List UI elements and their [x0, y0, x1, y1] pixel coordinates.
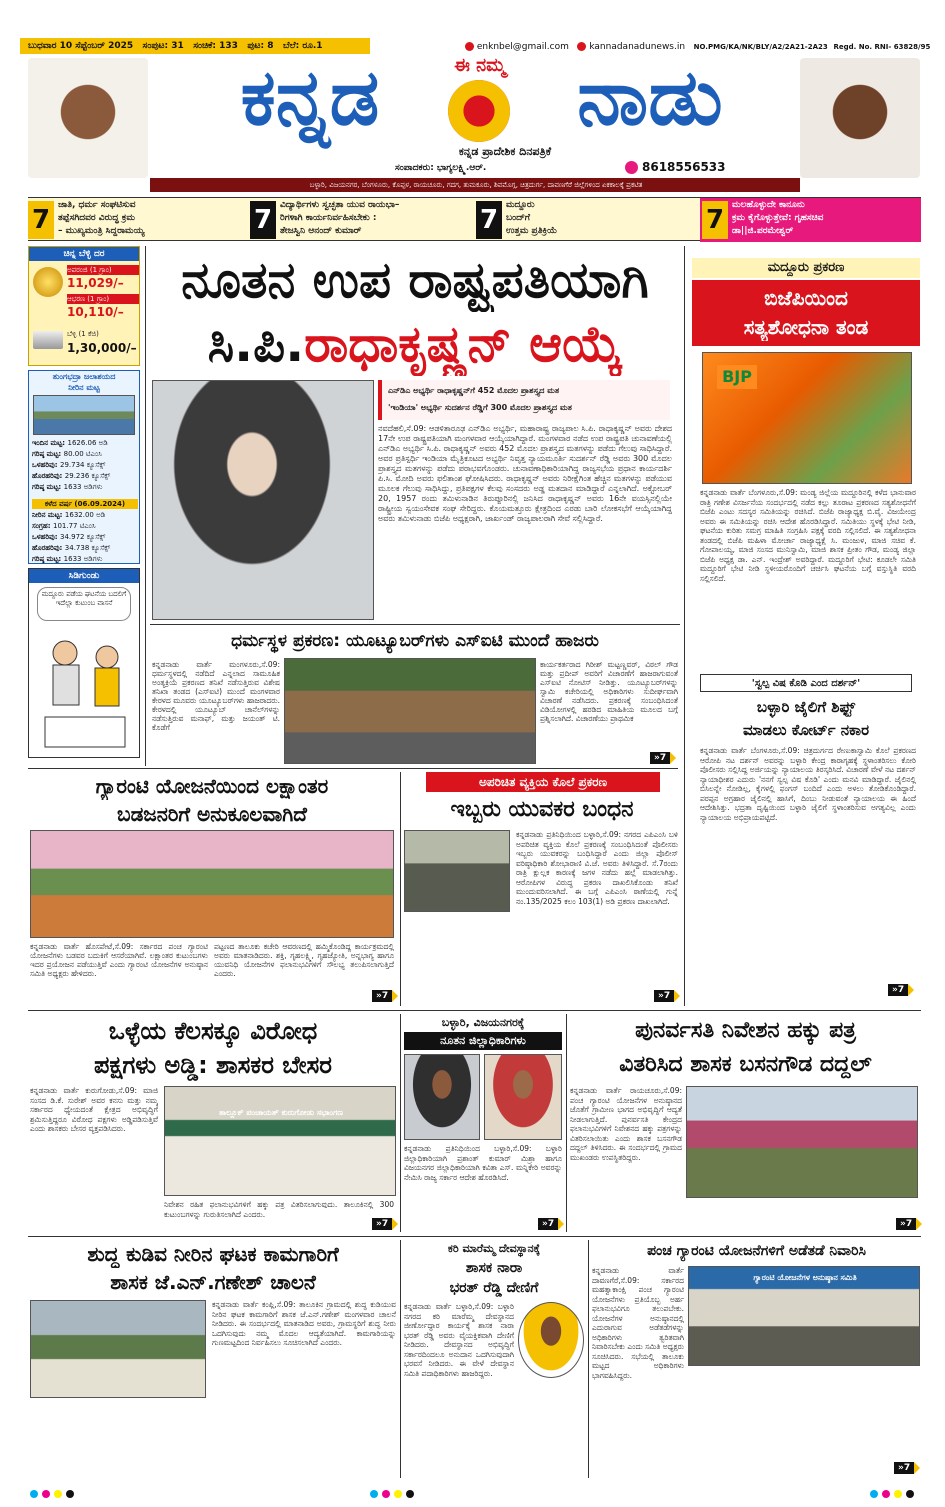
continued-marker[interactable]: »7 [372, 990, 392, 1002]
issue-date: ಬುಧವಾರ 10 ಸೆಪ್ಟೆಂಬರ್ 2025 [28, 41, 134, 51]
dam-row-value: 34.738 ಕ್ಯೂಸೆಕ್ಸ್ [64, 544, 111, 552]
dam-row [32, 438, 138, 449]
darshan-kicker: 'ಸ್ವಲ್ಪ ವಿಷ ಕೊಡಿ ಎಂದ ದರ್ಶನ್' [700, 674, 912, 692]
teaser-3[interactable] [476, 200, 696, 240]
column-rule [400, 1240, 401, 1478]
guarantee-headline-1[interactable]: ಗ್ಯಾರಂಟಿ ಯೋಜನೆಯಿಂದ ಲಕ್ಷಾಂತರ [95, 774, 329, 798]
teaser-page-badge: 7 [28, 201, 54, 239]
continued-marker[interactable]: »7 [654, 990, 674, 1002]
rehab-body: ಕನ್ನಡನಾಡು ವಾರ್ತೆ ರಾಯಚೂರು,ಸೆ.09: ಪಂಚ ಗ್ಯಾರಂಟಿ ಯೋಜನೆಗಳ ಅನುಷ್ಠಾನದ ಜೊತೆಗೆ ಗ್ರಾಮೀಣ ಭಾಗದ ಅಭಿವೃದ್ಧಿಗೆ ಆದ್ಯತೆ ನೀಡಲಾಗುತ್ತಿದೆ. ಪುನರ್ವಸತಿ ಕೇಂದ್ರದ ಫಲಾನುಭವಿಗಳಿಗೆ ನಿವೇಶನದ ಹಕ್ಕು ಪತ್ರಗಳನ್ನು ವಿತರಿಸಲಾಯಿತು ಎಂದು ಶಾಸಕ ಬಸನಗೌಡ ದದ್ದಲ್ ತಿಳಿಸಿದರು. ಈ ಸಂದರ್ಭದಲ್ಲಿ ಗ್ರಾಮದ ಮುಖಂಡರು ಉಪಸ್ಥಿತರಿದ್ದರು. [570, 1086, 682, 1162]
teaser-line: ಮದ್ದೂರು [506, 200, 535, 210]
dam-row-value: 1633 ಅಡಿಗಳು [63, 555, 103, 563]
cartoon-title: ಸಿಡಿಗುಂಡು [29, 569, 139, 583]
dam-row [32, 471, 138, 482]
postal-regn: NO.PMG/KA/NK/BLY/A2/2A21-2A23 [693, 43, 828, 51]
silver-value: 1,30,000/– [67, 341, 137, 355]
dam-row-value: 29.236 ಕ್ಯೂಸೆಕ್ಸ್ [64, 472, 111, 480]
dam-row [32, 482, 138, 493]
cartoon-caption: ಮದ್ದೂರು ಪಡೆಯ ಘಟನೆಯ ಬದಲಿಗೆ ಇದೆಲ್ಲಾ ಕುಟುಂಬ ವಾಸನೆ [37, 587, 131, 621]
teaser-4[interactable] [700, 198, 921, 242]
dam-row-label: ನೀರಿನ ಮಟ್ಟ: [32, 511, 65, 519]
dam-row [32, 449, 138, 460]
maddur-kicker: ಮದ್ದೂರು ಪ್ರಕರಣ [692, 258, 920, 278]
maremma-body: ಕನ್ನಡನಾಡು ವಾರ್ತೆ ಬಳ್ಳಾರಿ,ಸೆ.09: ಬಳ್ಳಾರಿ ನಗರದ ಕರಿ ಮಾರೆಮ್ಮ ದೇವಸ್ಥಾನದ ಜೀರ್ಣೋದ್ಧಾರ ಕಾರ್ಯಕ್ಕೆ ಶಾಸಕ ನಾರಾ ಭರತ್ ರೆಡ್ಡಿ ಅವರು ವೈಯಕ್ತಿಕವಾಗಿ ದೇಣಿಗೆ ನೀಡಿದರು. ದೇವಸ್ಥಾನದ ಅಭಿವೃದ್ಧಿಗೆ ಸರ್ಕಾರದಿಂದಲೂ ಅನುದಾನ ಒದಗಿಸುವುದಾಗಿ ಭರವಸೆ ನೀಡಿದರು. ಈ ವೇಳೆ ದೇವಸ್ಥಾನ ಸಮಿತಿ ಪದಾಧಿಕಾರಿಗಳು ಹಾಜರಿದ್ದರು. [404, 1302, 514, 1378]
dam-last-rows [32, 510, 138, 565]
water-story [28, 1240, 398, 1478]
opposition-headline-1[interactable]: ಒಳ್ಳೆಯ ಕೆಲಸಕ್ಕೂ ವಿರೋಧ [108, 1017, 318, 1045]
maremma-story [404, 1240, 584, 1478]
dam-subtitle: ನೀರಿನ ಮಟ್ಟ [68, 383, 100, 392]
gold-value: 10,110/– [67, 305, 124, 319]
editor-name: ಸಂಪಾದಕರು: ಭಾಗ್ಯಲಕ್ಷ್ಮಿ.ಆರ್. [395, 163, 487, 173]
title-small: ಈ ನಮ್ಮ [454, 55, 506, 76]
water-photo [30, 1300, 206, 1398]
teaser-line: ಉತ್ತಮ ಪ್ರತಿಕ್ರಿಯೆ [506, 226, 558, 236]
dam-today-rows [32, 438, 138, 498]
cartoon-drawing [35, 625, 135, 753]
teaser-1[interactable] [28, 200, 246, 240]
dharmasthala-headline[interactable]: ಧರ್ಮಸ್ಥಳ ಪ್ರಕರಣ: ಯೂಟ್ಯೂಬರ್‌ಗಳು ಎಸ್‌ಐಟಿ ಮುಂದೆ ಹಾಜರು [231, 631, 599, 651]
silver-label: ಬೆಳ್ಳಿ (1 ಕೆಜಿ) [67, 330, 99, 338]
section-rule [28, 768, 678, 769]
opposition-photo-banner: ತಾಲ್ಲೂಕ್ ಪಂಚಾಯತ್ ಕುರುಗೋಡು ಸಭಾಂಗಣ [219, 1108, 343, 1117]
dam-row-value: 1633 ಅಡಿಗಳು [63, 483, 103, 491]
gold-rate-title: ಚಿನ್ನ ಬೆಳ್ಳಿ ದರ [29, 247, 139, 261]
dam-row-label: ಗರಿಷ್ಠ ಮಟ್ಟ: [32, 483, 64, 491]
dam-row-label: ಇಂದಿನ ಮಟ್ಟ: [32, 439, 68, 447]
maremma-headline-1[interactable]: ಕರಿ ಮಾರೆಮ್ಮ ದೇವಸ್ಥಾನಕ್ಕೆ [447, 1242, 541, 1255]
dam-row [32, 510, 138, 521]
lead-deck-2: 'ಇಂಡಿಯಾ' ಅಭ್ಯರ್ಥಿ ಸುದರ್ಶನ ರೆಡ್ಡಿಗೆ 300 ಮೊದಲ ಪ್ರಾಶಸ್ತ್ಯದ ಮತ [388, 403, 572, 412]
dam-row [32, 543, 138, 554]
rni-regn: Regd. No. RNI- 63828/95 [833, 43, 931, 51]
silver-bar-icon [33, 331, 63, 349]
maremma-headline-3[interactable]: ಭರತ್ ರೆಡ್ಡಿ ದೇಣಿಗೆ [449, 1280, 539, 1296]
opposition-body-right: ನಿವೇಶನ ರಹಿತ ಫಲಾನುಭವಿಗಳಿಗೆ ಹಕ್ಕು ಪತ್ರ ವಿತರಿಸಲಾಗುವುದು. ತಾಲೂಕಿನಲ್ಲಿ 300 ಕುಟುಂಬಗಳನ್ನು ಗುರುತಿಸಲಾಗಿದೆ ಎಂದರು. [164, 1200, 394, 1219]
darshan-headline-2[interactable]: ಮಾಡಲು ಕೋರ್ಟ್ ನಕಾರ [742, 721, 870, 739]
rehab-photo [686, 1086, 918, 1198]
opposition-body-left: ಕನ್ನಡನಾಡು ವಾರ್ತೆ ಕುರುಗೋಡು,ಸೆ.09: ಮಾಜಿ ಸಂಸದ ಡಿ.ಕೆ. ಸುರೇಶ್ ಅವರ ಕನಸು ಮತ್ತು ನಮ್ಮ ಸರ್ಕಾರದ ಧ್ಯೇಯದಂತೆ ಕ್ಷೇತ್ರದ ಅಭಿವೃದ್ಧಿಗೆ ಶ್ರಮಿಸುತ್ತಿದ್ದರೂ ವಿರೋಧ ಪಕ್ಷಗಳು ಅಡ್ಡಿಪಡಿಸುತ್ತಿವೆ ಎಂದು ಶಾಸಕರು ಬೇಸರ ವ್ಯಕ್ತಪಡಿಸಿದರು. [30, 1086, 158, 1133]
panch-photo-banner: ಗ್ಯಾರಂಟಿ ಯೋಜನೆಗಳ ಅನುಷ್ಠಾನ ಸಮಿತಿ [753, 1273, 857, 1282]
darshan-headline-1[interactable]: ಬಳ್ಳಾರಿ ಜೈಲಿಗೆ ಶಿಫ್ಟ್ [756, 698, 856, 716]
murder-kicker: ಅಪರಿಚಿತ ವ್ಯಕ್ತಿಯ ಕೊಲೆ ಪ್ರಕರಣ [426, 772, 660, 792]
dharmasthala-photo [284, 658, 536, 764]
dharmasthala-body-right: ಕಾರ್ಯಕರ್ತರಾದ ಗಿರೀಶ್ ಮಟ್ಟಣ್ಣವರ್, ವಿಠಲ್ ಗೌಡ ಮತ್ತು ಪ್ರದೀಪ್ ಅವರಿಗೆ ವಿಚಾರಣೆಗೆ ಹಾಜರಾಗುವಂತೆ ಎಸ್‌ಐಟಿ ನೋಟಿಸ್ ನೀಡಿತ್ತು. ಯೂಟ್ಯೂಬರ್‌ಗಳನ್ನು ಸ್ವಾಮಿ ಕಚೇರಿಯಲ್ಲಿ ಅಧಿಕಾರಿಗಳು ಸುದೀರ್ಘವಾಗಿ ವಿಚಾರಣೆ ನಡೆಸಿದರು. ಪ್ರಕರಣಕ್ಕೆ ಸಂಬಂಧಿಸಿದಂತೆ ವಿಡಿಯೋಗಳಲ್ಲಿ ಹರಡಿದ ಮಾಹಿತಿಯ ಮೂಲದ ಬಗ್ಗೆ ಪ್ರಶ್ನಿಸಲಾಗಿದೆ. ವಿಚಾರಣೆಯು ಪ್ರಾಥಮಿಕ [540, 660, 678, 723]
whatsapp-number[interactable]: 8618556533 [642, 160, 726, 174]
email[interactable]: enknbel@gmail.com [476, 42, 569, 52]
murder-story [404, 772, 680, 1006]
teaser-line: ರಿಗಳಾಗಿ ಕಾರ್ಯನಿರ್ವಹಿಸಬೇಕು : [280, 213, 377, 223]
radhakrishnan-photo [152, 380, 374, 620]
dam-row-value: 1632.00 ಅಡಿ [64, 511, 106, 519]
dam-row [32, 554, 138, 565]
reg-dot-magenta [42, 1490, 50, 1498]
title-left: ಕನ್ನಡ [240, 53, 380, 143]
issue-number: ಸಂಚಿಕೆ: 133 [193, 41, 238, 51]
teaser-line: ಮಲಹೊಳ್ಳುದೇ ಕಾನೂನು [732, 200, 805, 210]
opposition-story [28, 1014, 398, 1232]
column-rule [400, 772, 401, 1006]
continued-marker[interactable]: »7 [894, 1462, 914, 1474]
mail-icon [465, 42, 474, 51]
teaser-page-badge: 7 [476, 201, 502, 239]
gold-label: ಅಪರಂಜಿ (1 ಗ್ರಾಂ) [67, 265, 139, 275]
maremma-headline-2[interactable]: ಶಾಸಕ ನಾರಾ [465, 1260, 523, 1276]
column-rule [400, 1014, 401, 1232]
collectors-story [404, 1014, 562, 1232]
continued-marker[interactable]: »7 [372, 1218, 392, 1230]
dam-level-box [28, 370, 140, 564]
gold-label: ಆಭರಣ (1 ಗ್ರಾಂ) [67, 294, 139, 304]
teaser-strip [28, 197, 921, 241]
title-right: ನಾಡು [577, 53, 723, 143]
dam-row-value: 101.77 ಟಿಎಂಸಿ [53, 522, 96, 530]
gold-coin-icon [33, 267, 63, 297]
bharath-reddy-photo [518, 1302, 584, 1378]
collector-photo-2 [484, 1054, 562, 1140]
reg-dot-cyan [30, 1490, 38, 1498]
dam-row [32, 460, 138, 471]
teaser-line: ತಪ್ಪೆಸಗಿದವರ ವಿರುದ್ಧ ಕ್ರಮ [58, 213, 135, 223]
continued-marker[interactable]: »7 [538, 1218, 558, 1230]
reg-dot-magenta [882, 1490, 890, 1498]
section-rule [28, 1236, 921, 1237]
darshan-story [692, 674, 920, 1006]
murder-headline[interactable]: ಇಬ್ಬರು ಯುವಕರ ಬಂಧನ [450, 797, 634, 822]
lead-headline-1[interactable]: ನೂತನ ಉಪ ರಾಷ್ಟ್ರಪತಿಯಾಗಿ [181, 251, 649, 309]
dam-row [32, 521, 138, 532]
panch-body: ಕನ್ನಡನಾಡು ವಾರ್ತೆ ದಾವಣಗೆರೆ,ಸೆ.09: ಸರ್ಕಾರದ ಮಹತ್ವಾಕಾಂಕ್ಷಿ ಪಂಚ ಗ್ಯಾರಂಟಿ ಯೋಜನೆಗಳು ಪ್ರತಿಯೊಬ್ಬ ಅರ್ಹ ಫಲಾನುಭವಿಗೂ ತಲುಪಬೇಕು. ಯೋಜನೆಗಳ ಅನುಷ್ಠಾನದಲ್ಲಿ ಎದುರಾಗುವ ಅಡೆತಡೆಗಳನ್ನು ಅಧಿಕಾರಿಗಳು ತ್ವರಿತವಾಗಿ ನಿವಾರಿಸಬೇಕು ಎಂದು ಸಮಿತಿ ಅಧ್ಯಕ್ಷರು ಸೂಚಿಸಿದರು. ಸಭೆಯಲ್ಲಿ ತಾಲೂಕು ಮಟ್ಟದ ಅಧಿಕಾರಿಗಳು ಭಾಗವಹಿಸಿದ್ದರು. [592, 1266, 684, 1380]
panch-story [592, 1240, 921, 1478]
page-count: ಪುಟ: 8 [247, 41, 274, 51]
left-sidebar [28, 246, 140, 766]
guarantee-headline-2[interactable]: ಬಡಜನರಿಗೆ ಅನುಕೂಲವಾಗಿದೆ [117, 802, 307, 826]
website[interactable]: kannadanadunews.in [589, 42, 686, 52]
continued-marker[interactable]: »7 [888, 984, 908, 996]
reg-dot-yellow [894, 1490, 902, 1498]
bjp-flag-label: BJP [717, 365, 757, 389]
teaser-2[interactable] [250, 200, 472, 240]
volume: ಸಂಪುಟ: 31 [142, 41, 184, 51]
dam-row-label: ಹೊರಹರಿವು: [32, 544, 65, 552]
dam-row-value: 80.00 ಟಿಎಂಸಿ [63, 450, 102, 458]
reg-dot-black [66, 1490, 74, 1498]
collectors-headline-2[interactable]: ನೂತನ ಜಿಲ್ಲಾಧಿಕಾರಿಗಳು [404, 1032, 562, 1050]
cm-portrait [28, 58, 148, 178]
lead-body: ನವದೆಹಲಿ,ಸೆ.09: ಆಡಳಿತಾರೂಢ ಎನ್‌ಡಿಎ ಅಭ್ಯರ್ಥಿ, ಮಹಾರಾಷ್ಟ್ರ ರಾಜ್ಯಪಾಲ ಸಿ.ಪಿ. ರಾಧಾಕೃಷ್ಣನ್ ಅವರು ದೇಶದ 17ನೇ ಉಪ ರಾಷ್ಟ್ರಪತಿಯಾಗಿ ಮಂಗಳವಾರ ಆಯ್ಕೆಯಾಗಿದ್ದಾರೆ. ಮಂಗಳವಾರ ನಡೆದ ಉಪ ರಾಷ್ಟ್ರಪತಿ ಚುನಾವಣೆಯಲ್ಲಿ ಎನ್‌ಡಿಎ ಅಭ್ಯರ್ಥಿ ಸಿ.ಪಿ. ರಾಧಾಕೃಷ್ಣನ್ ಅವರು 452 ಮೊದಲ ಪ್ರಾಶಸ್ತ್ಯದ ಮತಗಳನ್ನು ಪಡೆದು ಗೆಲುವು ಸಾಧಿಸಿದ್ದಾರೆ. ಅವರ ಪ್ರತಿಸ್ಪರ್ಧಿ ಇಂಡಿಯಾ ಮೈತ್ರಿಕೂಟದ ಅಭ್ಯರ್ಥಿ ನಿವೃತ್ತ ನ್ಯಾಯಮೂರ್ತಿ ಸುದರ್ಶನ್ ರೆಡ್ಡಿ ಅವರು 300 ಮೊದಲ ಪ್ರಾಶಸ್ತ್ಯದ ಮತಗಳನ್ನು ಪಡೆದು ಪರಾಭವಗೊಂಡರು. ಚುನಾವಣಾಧಿಕಾರಿಯಾಗಿದ್ದ ರಾಜ್ಯಸಭೆಯ ಪ್ರಧಾನ ಕಾರ್ಯದರ್ಶಿ ಪಿ.ಸಿ. ಮೋದಿ ಅವರು ಫಲಿತಾಂಶ ಘೋಷಿಸಿದರು. ರಾಧಾಕೃಷ್ಣನ್ ಅವರು ನಿರೀಕ್ಷೆಗಿಂತ ಹೆಚ್ಚಿನ ಮತಗಳನ್ನು ಪಡೆಯುವ ಮೂಲಕ ಗೆಲುವು ಸಾಧಿಸಿದ್ದು, ಪ್ರತಿಪಕ್ಷಗಳ ಕೆಲವು ಸಂಸದರು ಅಡ್ಡ ಮತದಾನ ಮಾಡಿದ್ದಾರೆ ಎನ್ನಲಾಗಿದೆ. ಅಕ್ಟೋಬರ್ 20, 1957 ರಂದು ತಮಿಳುನಾಡಿನ ತಿರುಪ್ಪೂರಿನಲ್ಲಿ ಜನಿಸಿದ ರಾಧಾಕೃಷ್ಣನ್ ಅವರು 16ನೇ ವಯಸ್ಸಿನಲ್ಲಿಯೇ ರಾಷ್ಟ್ರೀಯ ಸ್ವಯಂಸೇವಕ ಸಂಘ ಸೇರಿದ್ದರು. ಕೊಯಮತ್ತೂರು ಕ್ಷೇತ್ರದಿಂದ ಎರಡು ಬಾರಿ ಲೋಕಸಭೆಗೆ ಆಯ್ಕೆಯಾಗಿದ್ದ ಅವರು ತಮಿಳುನಾಡು ಬಿಜೆಪಿ ಅಧ್ಯಕ್ಷರಾಗಿ, ಜಾರ್ಖಂಡ್ ರಾಜ್ಯಪಾಲರಾಗಿ ಸೇವೆ ಸಲ್ಲಿಸಿದ್ದಾರೆ. [378, 424, 672, 523]
column-rule [566, 1014, 567, 1232]
continued-marker[interactable]: »7 [650, 752, 670, 764]
reg-dot-yellow [54, 1490, 62, 1498]
lead-headline-2-a: ಸಿ.ಪಿ. [207, 315, 305, 373]
reg-dot-cyan [870, 1490, 878, 1498]
gold-value: 11,029/– [67, 276, 124, 290]
panch-photo [688, 1266, 920, 1366]
lead-headline-2-c: ಆಯ್ಕೆ [529, 315, 623, 373]
collector-photo-1 [404, 1054, 480, 1140]
reg-dot-magenta [382, 1490, 390, 1498]
dam-row [32, 532, 138, 543]
teaser-line: ವಿದ್ಯಾರ್ಥಿಗಳು ಸ್ವಚ್ಛತಾ ಯುವ ರಾಯಭಾ– [280, 200, 400, 210]
column-rule [684, 246, 685, 1006]
dam-row-value: 1626.06 ಅಡಿ [67, 439, 108, 447]
dam-last-year-label: ಕಳೆದ ವರ್ಷ (06.09.2024) [32, 499, 138, 509]
karnataka-map-emblem [448, 80, 510, 142]
home-minister-portrait [800, 58, 920, 178]
water-headline-1[interactable]: ಶುದ್ಧ ಕುಡಿವ ನೀರಿನ ಘಟಕ ಕಾಮಗಾರಿಗೆ [87, 1242, 339, 1266]
maddur-headline-2: ಸತ್ಯಶೋಧನಾ ತಂಡ [743, 315, 869, 339]
guarantee-photo [30, 830, 394, 938]
column-rule [145, 246, 146, 766]
lead-headline-2[interactable] [150, 312, 680, 376]
dam-row-label: ಗರಿಷ್ಠ ಮಟ್ಟ: [32, 555, 64, 563]
whatsapp-icon [625, 161, 638, 174]
dam-row-value: 29.734 ಕ್ಯೂಸೆಕ್ಸ್ [60, 461, 106, 469]
teaser-line: ಜಾತಿ, ಧರ್ಮ ಸಂಘಟಿಸುವ [58, 200, 136, 210]
dam-row-value: 34.972 ಕ್ಯೂಸೆಕ್ಸ್ [60, 533, 106, 541]
dam-row-label: ಒಳಹರಿವು: [32, 461, 60, 469]
price: ಬೆಲೆ: ರೂ.1 [282, 41, 323, 51]
dam-row-label: ಗರಿಷ್ಠ ಮಟ್ಟ: [32, 450, 64, 458]
lead-headline-2-b: ರಾಧಾಕೃಷ್ಣನ್ [304, 315, 512, 373]
rehab-story [570, 1014, 921, 1232]
water-headline-2[interactable]: ಶಾಸಕ ಜೆ.ಎನ್.ಗಣೇಶ್ ಚಾಲನೆ [110, 1270, 316, 1294]
rehab-headline-2[interactable]: ವಿತರಿಸಿದ ಶಾಸಕ ಬಸನಗೌಡ ದದ್ದಲ್ [619, 1052, 872, 1077]
reg-dot-black [906, 1490, 914, 1498]
teaser-line: ಬಂದ್‌ಗೆ [506, 213, 531, 223]
maddur-headline-1: ಬಿಜೆಪಿಯಿಂದ [764, 286, 848, 310]
dam-photo [33, 395, 135, 435]
dam-row-label: ಒಳಹರಿವು: [32, 533, 60, 541]
opposition-headline-2[interactable]: ಪಕ್ಷಗಳು ಅಡ್ಡಿ: ಶಾಸಕರ ಬೇಸರ [94, 1051, 332, 1079]
lead-deck [378, 380, 670, 420]
collectors-body: ಕನ್ನಡನಾಡು ಪ್ರತಿನಿಧಿಯಿಂದ ಬಳ್ಳಾರಿ,ಸೆ.09: ಬಳ್ಳಾರಿ ಜಿಲ್ಲಾಧಿಕಾರಿಯಾಗಿ ಪ್ರಶಾಂತ್ ಕುಮಾರ್ ಮಿಶ್ರಾ ಹಾಗೂ ವಿಜಯನಗರ ಜಿಲ್ಲಾಧಿಕಾರಿಯಾಗಿ ಕವಿತಾ ಎಸ್. ಮನ್ನಿಕೇರಿ ಅವರನ್ನು ನೇಮಿಸಿ ರಾಜ್ಯ ಸರ್ಕಾರ ಆದೇಶ ಹೊರಡಿಸಿದೆ. [404, 1144, 562, 1182]
cartoon-box [28, 568, 140, 758]
subtitle: ಕನ್ನಡ ಪ್ರಾದೇಶಿಕ ದಿನಪತ್ರಿಕೆ [458, 145, 552, 158]
teaser-page-badge: 7 [250, 201, 276, 239]
teaser-page-badge: 7 [702, 201, 728, 239]
section-rule [150, 624, 680, 625]
opposition-photo [164, 1086, 396, 1196]
water-body: ಕನ್ನಡನಾಡು ವಾರ್ತೆ ಕಂಪ್ಲಿ,ಸೆ.09: ತಾಲೂಕಿನ ಗ್ರಾಮದಲ್ಲಿ ಶುದ್ಧ ಕುಡಿಯುವ ನೀರಿನ ಘಟಕ ಕಾಮಗಾರಿಗೆ ಶಾಸಕ ಜೆ.ಎನ್.ಗಣೇಶ್ ಮಂಗಳವಾರ ಚಾಲನೆ ನೀಡಿದರು. ಈ ಸಂದರ್ಭದಲ್ಲಿ ಮಾತನಾಡಿದ ಅವರು, ಗ್ರಾಮಸ್ಥರಿಗೆ ಶುದ್ಧ ನೀರು ಒದಗಿಸುವುದು ನಮ್ಮ ಮೊದಲ ಆದ್ಯತೆಯಾಗಿದೆ. ಕಾಮಗಾರಿಯನ್ನು ಗುಣಮಟ್ಟದಿಂದ ನಿರ್ವಹಿಸಲು ಸೂಚಿಸಲಾಗಿದೆ ಎಂದರು. [212, 1300, 396, 1347]
guarantee-body-right: ಪಟ್ಟಣದ ತಾಲೂಕು ಕಚೇರಿ ಆವರಣದಲ್ಲಿ ಹಮ್ಮಿಕೊಂಡಿದ್ದ ಕಾರ್ಯಕ್ರಮದಲ್ಲಿ ಅವರು ಮಾತನಾಡಿದರು. ಶಕ್ತಿ, ಗೃಹಲಕ್ಷ್ಮಿ, ಗೃಹಜ್ಯೋತಿ, ಅನ್ನಭಾಗ್ಯ ಹಾಗೂ ಯುವನಿಧಿ ಯೋಜನೆಗಳ ಫಲಾನುಭವಿಗಳಿಗೆ ಸೌಲಭ್ಯ ತಲುಪಿಸಲಾಗುತ್ತಿದೆ ಎಂದರು. [214, 942, 394, 978]
teaser-line: ಕ್ರಮ ಕೈಗೊಳ್ಳುತ್ತೇವೆ: ಗೃಹಸಚಿವ [732, 213, 824, 223]
registration-marks [30, 1490, 915, 1500]
masthead [0, 0, 945, 195]
dam-title: ತುಂಗಭದ್ರಾ ಜಲಾಶಯದ [52, 372, 116, 381]
teaser-line: ತೇಜಸ್ವಿನಿ ಆನಂದ್ ಕುಮಾರ್ [280, 226, 362, 236]
lead-deck-1: ಎನ್‌ಡಿಎ ಅಭ್ಯರ್ಥಿ ರಾಧಾಕೃಷ್ಣನ್‌ಗೆ 452 ಮೊದಲ ಪ್ರಾಶಸ್ತ್ಯದ ಮತ [388, 386, 560, 395]
teaser-line: ಡಾ||ಜಿ.ಪರಮೇಶ್ವರ್ [732, 226, 794, 236]
section-rule [28, 1010, 921, 1011]
reg-dot-cyan [370, 1490, 378, 1498]
panch-headline[interactable]: ಪಂಚ ಗ್ಯಾರಂಟಿ ಯೋಜನೆಗಳಿಗೆ ಅಡೆತಡೆ ನಿವಾರಿಸಿ [647, 1243, 866, 1259]
rehab-headline-1[interactable]: ಪುನರ್ವಸತಿ ನಿವೇಶನ ಹಕ್ಕು ಪತ್ರ [635, 1018, 856, 1043]
reg-dot-yellow [394, 1490, 402, 1498]
guarantee-body-left: ಕನ್ನಡನಾಡು ವಾರ್ತೆ ಹೊಸಪೇಟೆ,ಸೆ.09: ಸರ್ಕಾರದ ಪಂಚ ಗ್ಯಾರಂಟಿ ಯೋಜನೆಗಳು ಬಡವರ ಬದುಕಿಗೆ ಆಸರೆಯಾಗಿವೆ. ಲಕ್ಷಾಂತರ ಕುಟುಂಬಗಳು ಇದರ ಪ್ರಯೋಜನ ಪಡೆಯುತ್ತಿವೆ ಎಂದು ಗ್ಯಾರಂಟಿ ಯೋಜನೆಗಳ ಅನುಷ್ಠಾನ ಸಮಿತಿ ಅಧ್ಯಕ್ಷರು ಹೇಳಿದರು. [30, 942, 208, 978]
guarantee-story [28, 772, 396, 1006]
murder-body: ಕನ್ನಡನಾಡು ಪ್ರತಿನಿಧಿಯಿಂದ ಬಳ್ಳಾರಿ,ಸೆ.09: ನಗರದ ಎಪಿಎಂಸಿ ಬಳಿ ಅಪರಿಚಿತ ವ್ಯಕ್ತಿಯ ಕೊಲೆ ಪ್ರಕರಣಕ್ಕೆ ಸಂಬಂಧಿಸಿದಂತೆ ಪೊಲೀಸರು ಇಬ್ಬರು ಯುವಕರನ್ನು ಬಂಧಿಸಿದ್ದಾರೆ ಎಂದು ಜಿಲ್ಲಾ ಪೊಲೀಸ್ ವರಿಷ್ಠಾಧಿಕಾರಿ ಶೋಭಾರಾಣಿ ವಿ.ಜೆ. ಅವರು ತಿಳಿಸಿದ್ದಾರೆ. ಸೆ.7ರಂದು ರಾತ್ರಿ ಕ್ಷುಲ್ಲಕ ಕಾರಣಕ್ಕೆ ಜಗಳ ನಡೆದು ಹಲ್ಲೆ ಮಾಡಲಾಗಿತ್ತು. ಆರೋಪಿಗಳ ವಿರುದ್ಧ ಪ್ರಕರಣ ದಾಖಲಿಸಿಕೊಂಡು ತನಿಖೆ ಮುಂದುವರಿಸಲಾಗಿದೆ. ಈ ಬಗ್ಗೆ ಎಪಿಎಂಸಿ ಠಾಣೆಯಲ್ಲಿ ಗುನ್ನೆ ನಂ.135/2025 ಕಲಂ 103(1) ಅಡಿ ಪ್ರಕರಣ ದಾಖಲಾಗಿದೆ. [516, 830, 678, 906]
bjp-rally-photo [702, 352, 912, 484]
districts-text: ಬಳ್ಳಾರಿ, ವಿಜಯನಗರ, ಬೆಂಗಳೂರು, ಕೊಪ್ಪಳ, ರಾಯಚೂರು, ಗದಗ, ತುಮಕೂರು, ಶಿವಮೊಗ್ಗ, ಚಿತ್ರದುರ್ಗ, ದಾವಣಗೆರೆ ಜಿಲ್ಲೆಗಳಿಂದ ಏಕಕಾಲಕ್ಕೆ ಪ್ರಕಟಿತ [309, 181, 643, 189]
dam-row-label: ಹೊರಹರಿವು: [32, 472, 65, 480]
continued-marker[interactable]: »7 [896, 1218, 916, 1230]
maddur-headline-box[interactable] [692, 280, 920, 346]
gold-rate-box [28, 246, 140, 366]
column-rule [588, 1240, 589, 1478]
dharmasthala-body-left: ಕನ್ನಡನಾಡು ವಾರ್ತೆ ಮಂಗಳೂರು,ಸೆ.09: ಧರ್ಮಸ್ಥಳದಲ್ಲಿ ನಡೆದಿದೆ ಎನ್ನಲಾದ ಸಾಮೂಹಿಕ ಅಂತ್ಯಕ್ರಿಯೆ ಪ್ರಕರಣದ ತನಿಖೆ ನಡೆಸುತ್ತಿರುವ ವಿಶೇಷ ತನಿಖಾ ತಂಡದ (ಎಸ್‌ಐಟಿ) ಮುಂದೆ ಮಂಗಳವಾರ ಕೇರಳದ ಮೂವರು ಯೂಟ್ಯೂಬರ್‌ಗಳು ಹಾಜರಾದರು. ಕೇರಳದಲ್ಲಿ ಯೂಟ್ಯೂಬ್ ಚಾನೆಲ್‌ಗಳನ್ನು ನಡೆಸುತ್ತಿರುವ ಮನಾಫ್, ಮತ್ತು ಜಯಂತ್ ಟಿ. ಕೊಡೆಗೆ [152, 660, 280, 732]
murder-photo [404, 830, 510, 912]
darshan-body: ಕನ್ನಡನಾಡು ವಾರ್ತೆ ಬೆಂಗಳೂರು,ಸೆ.09: ಚಿತ್ರದುರ್ಗದ ರೇಣುಕಾಸ್ವಾಮಿ ಕೊಲೆ ಪ್ರಕರಣದ ಆರೋಪಿ ನಟ ದರ್ಶನ್ ಅವರನ್ನು ಬಳ್ಳಾರಿ ಕೇಂದ್ರ ಕಾರಾಗೃಹಕ್ಕೆ ಸ್ಥಳಾಂತರಿಸಲು ಕೋರಿ ಪೊಲೀಸರು ಸಲ್ಲಿಸಿದ್ದ ಅರ್ಜಿಯನ್ನು ನ್ಯಾಯಾಲಯ ತಿರಸ್ಕರಿಸಿದೆ. ವಿಚಾರಣೆ ವೇಳೆ ನಟ ದರ್ಶನ್ ನ್ಯಾಯಾಧೀಶರ ಎದುರು 'ನನಗೆ ಸ್ವಲ್ಪ ವಿಷ ಕೊಡಿ' ಎಂದು ಮನವಿ ಮಾಡಿದ್ದಾರೆ. ಜೈಲಿನಲ್ಲಿ ಬಿಸಿಲನ್ನೇ ನೋಡಿಲ್ಲ, ಕೈಗಳಲ್ಲಿ ಫಂಗಸ್ ಬಂದಿದೆ ಎಂದು ಅಳಲು ತೋಡಿಕೊಂಡಿದ್ದಾರೆ. ಪರಪ್ಪನ ಅಗ್ರಹಾರ ಜೈಲಿನಲ್ಲಿ ಹಾಸಿಗೆ, ದಿಂಬು ನೀಡುವಂತೆ ನ್ಯಾಯಾಲಯ ಈ ಹಿಂದೆ ಆದೇಶಿಸಿತ್ತು. ಭದ್ರತಾ ದೃಷ್ಟಿಯಿಂದ ಬಳ್ಳಾರಿ ಜೈಲಿಗೆ ಸ್ಥಳಾಂತರಿಸುವ ಅಗತ್ಯವಿಲ್ಲ ಎಂದು ನ್ಯಾಯಾಲಯ ಅಭಿಪ್ರಾಯಪಟ್ಟಿದೆ. [700, 746, 916, 822]
maddur-body: ಕನ್ನಡನಾಡು ವಾರ್ತೆ ಬೆಂಗಳೂರು,ಸೆ.09: ಮಂಡ್ಯ ಜಿಲ್ಲೆಯ ಮದ್ದೂರಿನಲ್ಲಿ ಕಳೆದ ಭಾನುವಾರ ರಾತ್ರಿ ಗಣೇಶ ವಿಸರ್ಜನೆಯ ಸಂದರ್ಭದಲ್ಲಿ ನಡೆದ ಕಲ್ಲು ತೂರಾಟ ಪ್ರಕರಣದ ಸತ್ಯಶೋಧನೆಗೆ ಬಿಜೆಪಿ ಎಂಟು ಸದಸ್ಯರ ಸಮಿತಿಯನ್ನು ರಚಿಸಿದೆ. ಬಿಜೆಪಿ ರಾಜ್ಯಾಧ್ಯಕ್ಷ ಬಿ.ವೈ. ವಿಜಯೇಂದ್ರ ಅವರು ಈ ಸಮಿತಿಯನ್ನು ರಚಿಸಿ ಆದೇಶ ಹೊರಡಿಸಿದ್ದಾರೆ. ಸಮಿತಿಯು ಸ್ಥಳಕ್ಕೆ ಭೇಟಿ ನೀಡಿ, ಘಟನೆಯ ಕುರಿತು ಸಮಗ್ರ ಮಾಹಿತಿ ಸಂಗ್ರಹಿಸಿ ಪಕ್ಷಕ್ಕೆ ವರದಿ ಸಲ್ಲಿಸಲಿದೆ. ಈ ಸತ್ಯಶೋಧನಾ ತಂಡದಲ್ಲಿ ಬಿಜೆಪಿ ಮಹಿಳಾ ಮೋರ್ಚಾ ರಾಜ್ಯಾಧ್ಯಕ್ಷೆ ಸಿ. ಮಂಜುಳ, ಮಾಜಿ ಸಚಿವ ಕೆ. ಗೋಪಾಲಯ್ಯ, ಮಾಜಿ ಸಂಸದ ಮುನಿಸ್ವಾಮಿ, ಮಾಜಿ ಶಾಸಕ ಪ್ರೀತಂ ಗೌಡ, ಮಂಡ್ಯ ಜಿಲ್ಲಾ ಬಿಜೆಪಿ ಅಧ್ಯಕ್ಷ ಡಾ. ಎನ್. ಇಂದ್ರೇಶ್ ಅವರಿದ್ದಾರೆ. ಮದ್ದೂರಿಗೆ ಭೇಟಿ: ಕೂಡಲೇ ಸಮಿತಿ ಮದ್ದೂರಿಗೆ ಭೇಟಿ ನೀಡಿ ಸ್ಥಳೀಯರೊಂದಿಗೆ ಚರ್ಚಿಸಿ ಘಟನೆಯ ಬಗ್ಗೆ ವಸ್ತುಸ್ಥಿತಿ ವರದಿ ಸಲ್ಲಿಸಲಿದೆ. [700, 488, 916, 583]
teaser-line: – ಮುಖ್ಯಮಂತ್ರಿ ಸಿದ್ದರಾಮಯ್ಯ [58, 226, 145, 236]
dam-row-label: ಸಂಗ್ರಹ: [32, 522, 53, 530]
maddur-story [692, 258, 920, 668]
reg-dot-black [406, 1490, 414, 1498]
collectors-headline-1[interactable]: ಬಳ್ಳಾರಿ, ವಿಜಯನಗರಕ್ಕೆ [441, 1016, 525, 1029]
